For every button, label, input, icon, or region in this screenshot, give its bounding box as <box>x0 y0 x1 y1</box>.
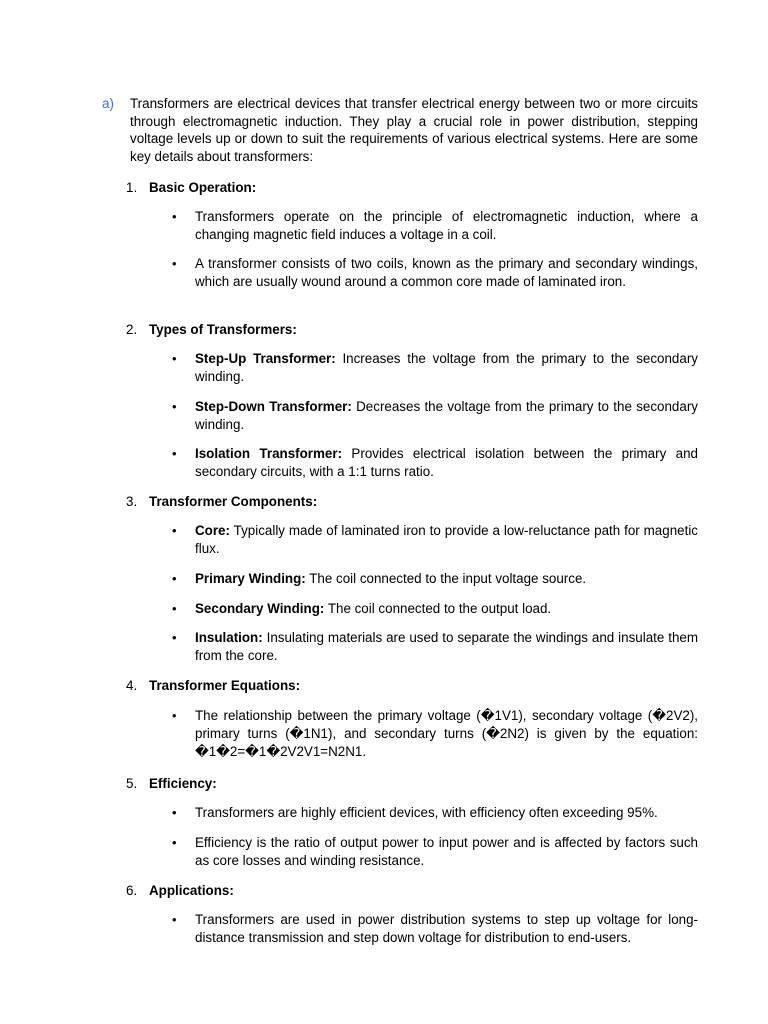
bullet-lead: Step-Up Transformer: <box>195 351 336 366</box>
bullet-lead: Core: <box>195 523 230 538</box>
list-item <box>172 707 698 761</box>
list-item <box>172 350 698 386</box>
bullet-icon: • <box>172 708 177 723</box>
bullet-lead: Secondary Winding: <box>195 601 325 616</box>
section-number: 1. <box>126 180 138 195</box>
bullet-text: Decreases the voltage from the primary to the secondary winding. <box>195 399 698 432</box>
bullet-icon: • <box>172 630 177 645</box>
section-title: Efficiency: <box>149 776 217 791</box>
list-item <box>172 398 698 434</box>
list-item <box>172 570 698 588</box>
bullet-text: Increases the voltage from the primary to the secondary winding. <box>195 351 698 384</box>
section-title: Basic Operation: <box>149 180 257 195</box>
list-item <box>172 208 698 244</box>
list-item <box>172 600 698 618</box>
list-item <box>172 445 699 481</box>
bullet-lead: Step-Down Transformer: <box>195 399 352 414</box>
list-item <box>172 804 698 822</box>
intro-text: Transformers are electrical devices that transfer electrical energy between two or more circuits through electromagnetic induction. They play a crucial role in power distribution, stepping voltage levels up or down to suit the requirements of various electrical systems. Here are some key details about transformers: <box>130 96 698 164</box>
bullet-text: The coil connected to the output load. <box>324 601 552 616</box>
list-item <box>172 522 698 558</box>
bullet-text: Insulating materials are used to separate the windings and insulate them from the core. <box>195 630 698 663</box>
intro-paragraph <box>102 95 698 165</box>
bullet-text: Transformers operate on the principle of electromagnetic induction, where a changing magnetic field induces a voltage in a coil. <box>195 209 698 242</box>
section-number: 3. <box>126 494 138 509</box>
bullet-text: The coil connected to the input voltage source. <box>305 571 587 586</box>
bullet-icon: • <box>172 805 177 820</box>
bullet-text: The relationship between the primary voltage (�1V1), secondary voltage (�2V2), primary turns (�1N1), and secondary turns (�2N2) is given by the equation: �1�2=�1�2V2V1=N2N1. <box>195 708 698 759</box>
section-title: Types of Transformers: <box>149 322 297 337</box>
bullet-text: Provides electrical isolation between the primary and secondary circuits, with a 1:1 turns ratio. <box>195 446 699 479</box>
bullet-text: Efficiency is the ratio of output power to input power and is affected by factors such as core losses and winding resistance. <box>195 835 698 868</box>
list-marker-a: a) <box>102 96 114 111</box>
section-number: 2. <box>126 322 138 337</box>
bullet-icon: • <box>172 601 177 616</box>
list-item <box>172 629 698 665</box>
bullet-icon: • <box>172 256 177 271</box>
section-number: 5. <box>126 776 138 791</box>
bullet-icon: • <box>172 351 177 366</box>
bullet-icon: • <box>172 571 177 586</box>
section-title: Transformer Components: <box>149 494 318 509</box>
list-item <box>172 911 698 947</box>
section-number: 4. <box>126 678 138 693</box>
list-item <box>172 834 698 870</box>
bullet-lead: Primary Winding: <box>195 571 306 586</box>
bullet-icon: • <box>172 523 177 538</box>
bullet-text: Typically made of laminated iron to provide a low-reluctance path for magnetic flux. <box>195 523 698 556</box>
section-title: Applications: <box>149 883 234 898</box>
list-item <box>172 255 698 291</box>
bullet-text: A transformer consists of two coils, known as the primary and secondary windings, which are usually wound around a common core made of laminated iron. <box>195 256 698 289</box>
section-title: Transformer Equations: <box>149 678 301 693</box>
bullet-icon: • <box>172 446 177 461</box>
bullet-lead: Insulation: <box>195 630 263 645</box>
bullet-text: Transformers are used in power distribution systems to step up voltage for long-distance transmission and step down voltage for distribution to end-users. <box>195 912 698 945</box>
bullet-lead: Isolation Transformer: <box>195 446 343 461</box>
section-number: 6. <box>126 883 138 898</box>
bullet-text: Transformers are highly efficient devices, with efficiency often exceeding 95%. <box>195 805 658 820</box>
bullet-icon: • <box>172 912 177 927</box>
bullet-icon: • <box>172 835 177 850</box>
bullet-icon: • <box>172 209 177 224</box>
bullet-icon: • <box>172 399 177 414</box>
